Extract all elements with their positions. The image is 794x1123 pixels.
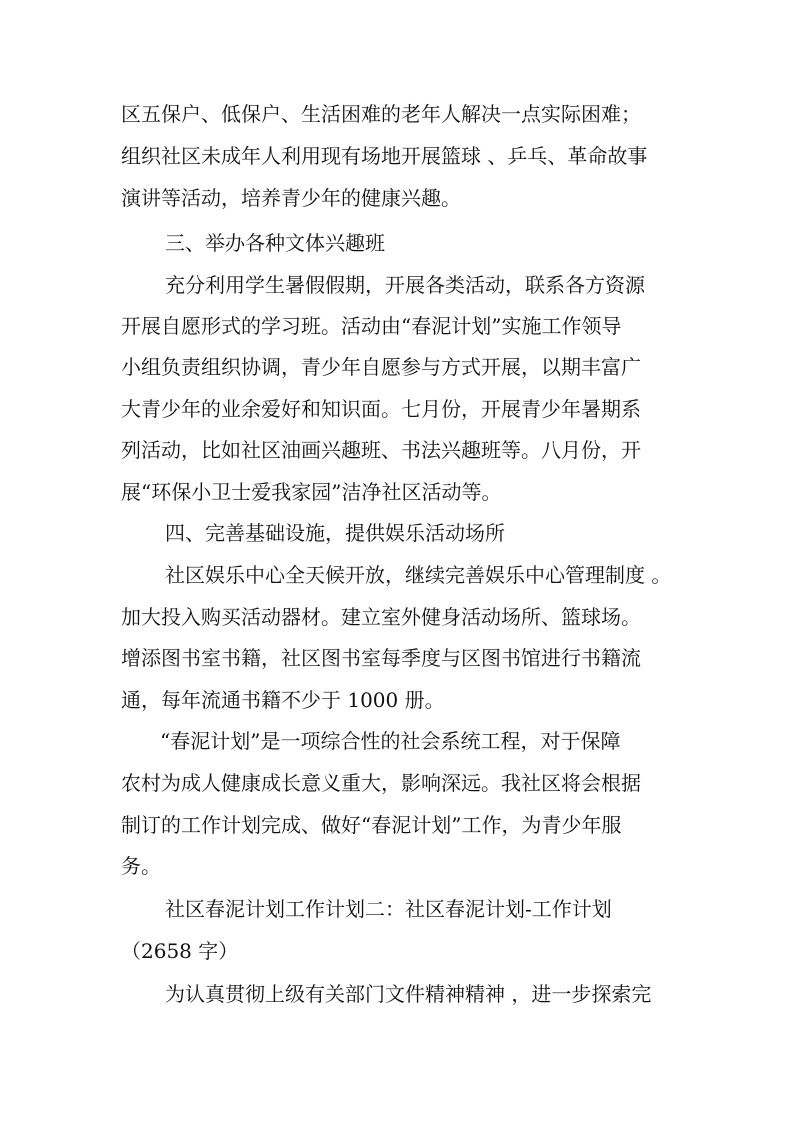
text-line: “春泥计划”是一项综合性的社会系统工程，对于保障 <box>160 729 621 753</box>
text-line: 加大投入购买活动器材。建立室外健身活动场所、篮球场。 <box>121 605 641 629</box>
text-line: 区五保户、低保户、生活困难的老年人解决一点实际困难； <box>121 102 641 126</box>
text-line: 组织社区未成年人利用现有场地开展篮球 、乒乓、革命故事 <box>121 144 648 168</box>
section-heading: 四、完善基础设施，提供娱乐活动场所 <box>165 521 505 545</box>
text-line: 演讲等活动，培养青少年的健康兴趣。 <box>121 186 461 210</box>
text-line: （2658 字） <box>121 939 239 963</box>
text-line: 务。 <box>121 854 161 878</box>
section-heading: 三、举办各种文体兴趣班 <box>165 231 385 255</box>
text-line: 增添图书室书籍，社区图书室每季度与区图书馆进行书籍流 <box>121 646 641 670</box>
text-line: 展“环保小卫士爱我家园”洁净社区活动等。 <box>121 480 502 504</box>
text-line: 列活动，比如社区油画兴趣班、书法兴趣班等。八月份，开 <box>121 438 641 462</box>
text-line: 社区娱乐中心全天候开放，继续完善娱乐中心管理制度 。 <box>165 563 672 587</box>
text-line: 农村为成人健康成长意义重大，影响深远。我社区将会根据 <box>121 771 641 795</box>
text-line: 通，每年流通书籍不少于 1000 册。 <box>121 688 445 712</box>
section-heading: 社区春泥计划工作计划二：社区春泥计划-工作计划 <box>165 897 612 921</box>
text-line: 开展自愿形式的学习班。活动由“春泥计划”实施工作领导 <box>121 314 622 338</box>
text-line: 充分利用学生暑假假期，开展各类活动，联系各方资源 <box>165 273 645 297</box>
text-line: 制订的工作计划完成、做好“春泥计划”工作，为青少年服 <box>121 813 622 837</box>
text-line: 为认真贯彻上级有关部门文件精神精神 ，进一步探索完 <box>165 982 652 1006</box>
text-line: 小组负责组织协调，青少年自愿参与方式开展，以期丰富广 <box>121 355 641 379</box>
text-line: 大青少年的业余爱好和知识面。七月份，开展青少年暑期系 <box>121 397 641 421</box>
